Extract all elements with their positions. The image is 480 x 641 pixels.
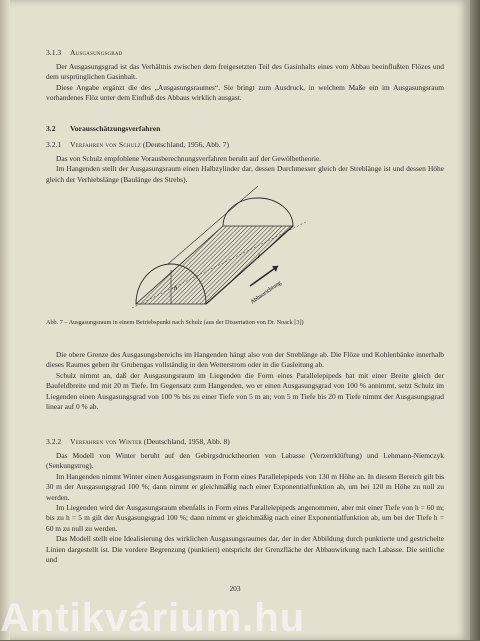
paragraph: Im Hangenden nimmt Winter einen Ausgasungsraum in Form eines Parallelepipeds von 130 m Höhe an. In diesem Bereich gilt bis 30 m der Ausgasungsgrad 100 %; dann nimmt er gleichmäßig nach einer Exponentialfunktion ab, um bei 120 m Höhe zu null zu werden. [46, 471, 444, 502]
heading-3-2-2: 3.2.2 Verfahren von Winter (Deutschland, 1958, Abb. 8) [46, 437, 230, 446]
rear-half-cylinder-arc [223, 198, 293, 226]
heading-3-1-3: 3.1.3 Ausgasungsgrad [46, 48, 123, 57]
heading-3-1-3-title: Ausgasungsgrad [70, 48, 123, 57]
page-number: 203 [229, 584, 241, 593]
page-gutter [0, 0, 10, 640]
section-3-2-1-body [46, 350, 444, 412]
paragraph: Der Ausgasungsgrad ist das Verhältnis zwischen dem freigesetzten Teil des Gasinhalts eines vom Abbau beeinflußten Flözes und dem ursprünglichen Gasinhalt. [46, 62, 444, 82]
heading-3-2: 3.2 Vorausschätzungsverfahren [46, 124, 161, 133]
direction-label: Abbaurichtung [249, 280, 283, 306]
paragraph: Das von Schulz empfohlene Vorausberechnungsverfahren beruht auf der Gewölbetheorie. [56, 154, 322, 163]
paragraph: Diese Angabe ergänzt die des „Ausgasungsraumes“. Sie bringt zum Ausdruck, in welchem Maße ein im Ausgasungsraum vorhandenes Flöz unter dem Einfluß des Abbaus wirklich ausgast. [46, 82, 444, 103]
section-3-2-1-intro [46, 154, 444, 185]
paragraph: Das Modell von Winter beruht auf den Gebirgsdrucktheorien von Labasse (Verzerrklüftung) und Lehmann-Niemczyk (Senkungstrog). [46, 451, 444, 471]
section-3-1-3-body [46, 62, 444, 104]
paragraph: Im Hangenden stellt der Ausgasungsraum einen Halbzylinder dar, dessen Durchmesser gleich der Streblänge ist und dessen Höhe gleich der Verhiebslänge (Baulänge des Strebs). [46, 164, 444, 184]
figure-7-diagram [118, 186, 318, 316]
section-3-2-2-body [46, 451, 444, 565]
paragraph: Die obere Grenze des Ausgasungsbereichs im Hangenden hängt also von der Streblänge ab. Die Flöze und Kohlenbänke innerhalb dieses Raumes geben ihr Grubengas vollständig in den Wetterstrom oder in die Gasleitung ab. [46, 350, 444, 370]
height-letter: h [174, 286, 177, 292]
paragraph: Im Liegenden wird der Ausgasungsraum ebenfalls in Form eines Parallelepipeds angenommen, aber mit einer Tiefe von h = 60 m; bis zu h = 5 m gilt der Ausgasungsgrad 100 %; dann nimmt er gleichmäßig nach einer Exponentialfunktion ab, um bei der Tiefe h = 60 m zu null zu werden. [46, 503, 444, 533]
heading-3-2-1: 3.2.1 Verfahren von Schulz (Deutschland, 1956, Abb. 7) [46, 140, 229, 149]
length-letter: l [258, 254, 260, 260]
paragraph: Schulz nimmt an, daß der Ausgasungsraum im Liegenden die Form eines Parallelepipeds hat mit einer Breite gleich der Baufeldbreite und mit 20 m Tiefe. Im Gegensatz zum Hangenden, wo er einen Ausgasungsgrad von 100 % annimmt, setzt Schulz im Liegenden einen Ausgasungsgrad von 100 % bis zu einer Tiefe von 5 m an; von 5 m Tiefe bis 20 m Tiefe nimmt der Ausgasungsgrad linear auf 0 % ab. [46, 370, 444, 412]
book-edge [470, 0, 480, 640]
paragraph: Das Modell stellt eine Idealisierung des wirklichen Ausgasungsraumes dar, der in der Abbildung durch punktierte und gestrichelte Linien dargestellt ist. Die vordere Begrenzung (punktiert) entspricht der Grenzfläche der Abbauwirkung nach Labasse. Die seitliche und [46, 534, 444, 565]
figure-7-caption: Abb. 7 – Ausgasungsraum in einem Betriebspunkt nach Schulz (aus der Dissertation von Dr. Noack [3]) [46, 319, 304, 326]
heading-3-2-title: Vorausschätzungsverfahren [70, 124, 161, 133]
watermark: Antikvárium.hu [0, 596, 306, 640]
